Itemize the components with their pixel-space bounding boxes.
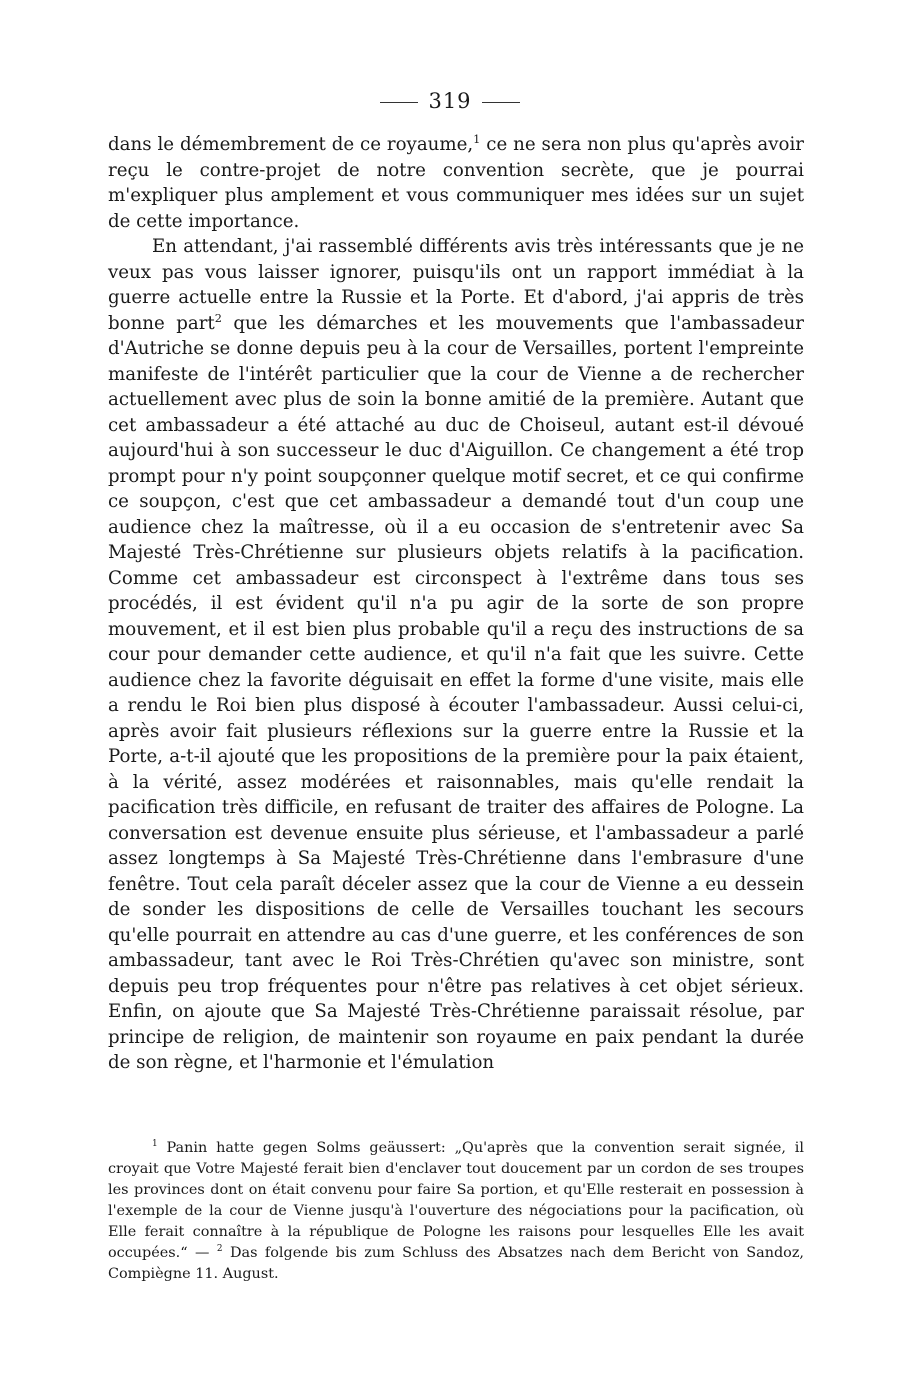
footnote-text-1: Panin hatte gegen Solms geäussert: „Qu'après que la convention serait signée, il croyait que Votre Majesté ferait bien d'enclaver tout doucement par un cordon de ses troupes les provinces dont on était convenu pour faire Sa portion, et qu'Elle resterait en possession à l'exemple de la cour de Vienne jusqu'à l'ouverture des négociations pour la pacification, où Elle ferait connaître à la république de Pologne les raisons pour lesquelles Elle les avait occupées.“ — xyxy=(108,1140,804,1261)
body-text xyxy=(108,132,804,1076)
paragraph-text: dans le démembrement de ce royaume, xyxy=(108,134,474,155)
page-number: 319 xyxy=(428,89,472,113)
paragraph-text: En attendant, j'ai rassemblé différents avis très intéressants que je ne veux pas vous laisser ignorer, puisqu'ils ont un rapport immédiat à la guerre actuelle entre la Russie et la Porte. Et d'abord, j'ai appris de très bonne part xyxy=(108,236,804,334)
footnote-marker-2: 2 xyxy=(216,1244,223,1255)
footnotes xyxy=(108,1138,804,1285)
paragraph-text: que les démarches et les mouvements que l'ambassadeur d'Autriche se donne depuis peu à la cour de Versailles, portent l'empreinte manifeste de l'intérêt particulier que la cour de Vienne a de rechercher actuellement avec plus de soin la bonne amitié de la première. Autant que cet ambassadeur a été attaché au duc de Choiseul, autant est-il dévoué aujourd'hui à son successeur le duc d'Aiguillon. Ce changement a été trop prompt pour n'y point soupçonner quelque motif secret, et ce qui confirme ce soupçon, c'est que cet ambassadeur a demandé tout d'un coup une audience chez la maîtresse, où il a eu occasion de s'entretenir avec Sa Majesté Très-Chrétienne sur plusieurs objets relatifs à la pacification. Comme cet ambassadeur est circonspect à l'extrême dans tous ses procédés, il est évident qu'il n'a pu agir de la sorte de son propre mouvement, et il est bien plus probable qu'il a reçu des instructions de sa cour pour demander cette audience, et qu'il n'a fait que les suivre. Cette audience chez la favorite déguisait en effet la forme d'une visite, mais elle a rendu le Roi bien plus disposé à écouter l'ambassadeur. Aussi celui-ci, après avoir fait plusieurs réflexions sur la guerre entre la Russie et la Porte, a-t-il ajouté que les propositions de la première pour la paix étaient, à la vérité, assez modérées et raisonnables, mais qu'elle rendait la pacification très difficile, en refusant de traiter des affaires de Pologne. La conversation est devenue ensuite plus sérieuse, et l'ambassadeur a parlé assez longtemps à Sa Majesté Très-Chrétienne dans l'embrasure d'une fenêtre. Tout cela paraît déceler assez que la cour de Vienne a eu dessein de sonder les dispositions de celle de Versailles touchant les secours qu'elle pourrait en attendre au cas d'une guerre, et les conférences de son ambassadeur, tant avec le Roi Très-Chrétien qu'avec son ministre, sont depuis peu trop fréquentes pour n'être pas relatives à cet objet sérieux. Enfin, on ajoute que Sa Majesté Très-Chrétienne paraissait résolue, par principe de religion, de maintenir son royaume en paix pendant la durée de son règne, et l'harmonie et l'émulation xyxy=(108,312,804,1073)
page-header xyxy=(0,88,900,114)
header-rule-left xyxy=(380,102,418,103)
paragraph-2 xyxy=(108,234,804,1076)
header-rule-right xyxy=(482,102,520,103)
footnote-marker-1: 1 xyxy=(152,1139,158,1150)
footnote-block xyxy=(108,1138,804,1285)
paragraph-text: ce ne sera non plus qu'après avoir reçu le contre-projet de notre convention secrète, que je pourrai m'expliquer plus amplement et vous communiquer mes idées sur un sujet de cette importance. xyxy=(108,134,804,232)
paragraph-1 xyxy=(108,132,804,234)
footnote-ref-2: 2 xyxy=(214,311,222,325)
footnote-ref-1: 1 xyxy=(473,132,481,146)
footnote-text-2: Das folgende bis zum Schluss des Absatzes nach dem Bericht von Sandoz, Compiègne 11. August. xyxy=(108,1245,804,1282)
